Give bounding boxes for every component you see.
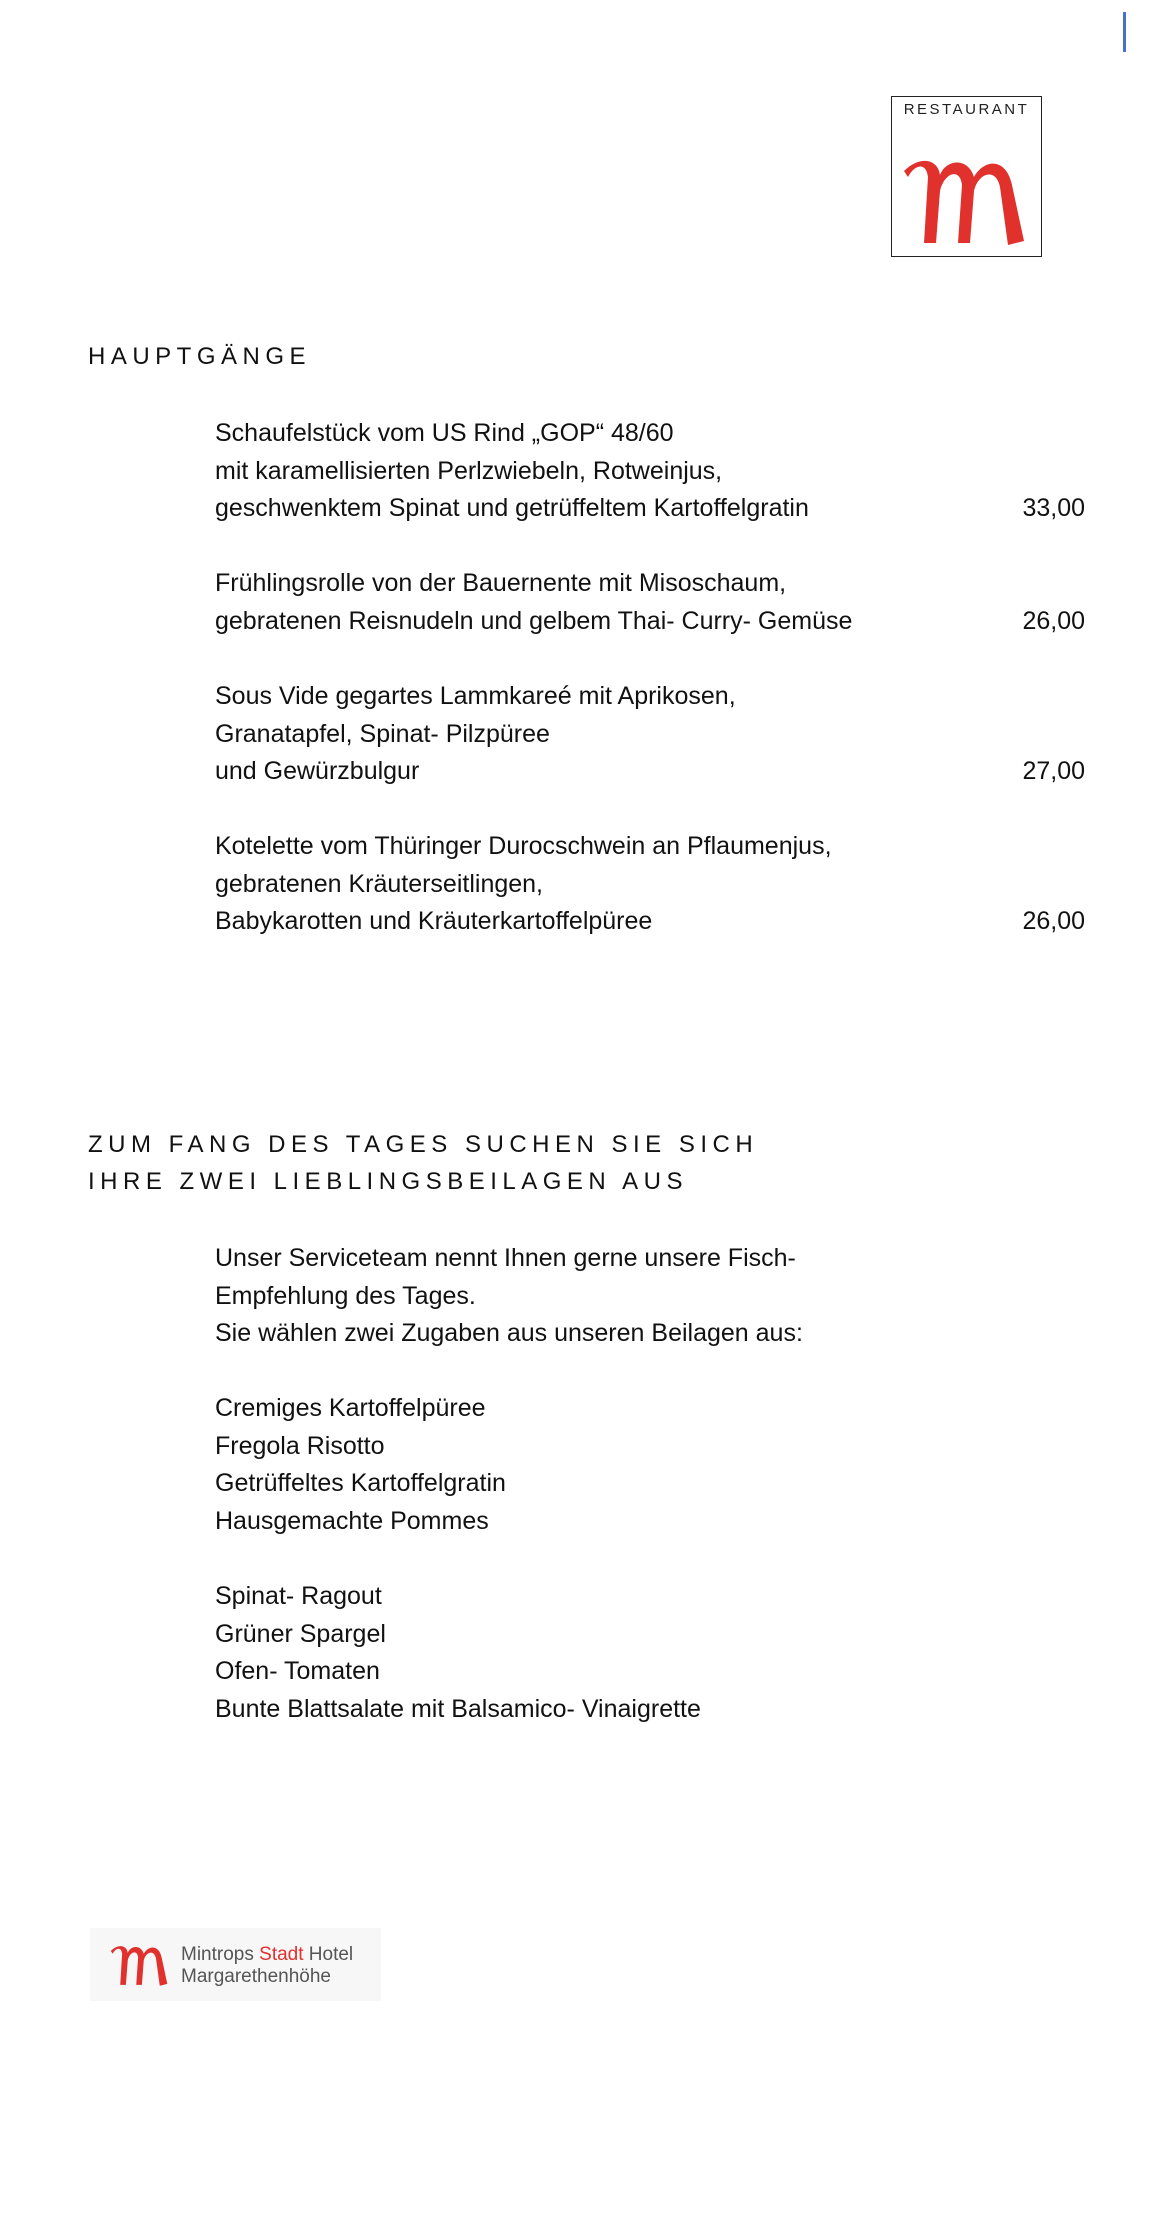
sides-list-1 [215,1390,506,1540]
dish-price: 27,00 [1022,757,1085,785]
intro-line: Unser Serviceteam nennt Ihnen gerne unsere Fisch- [215,1244,796,1272]
side-item: Getrüffeltes Kartoffelgratin [215,1469,506,1497]
main-courses-heading: HAUPTGÄNGE [88,343,312,370]
dish-line: Granatapfel, Spinat- Pilzpüree [215,719,550,748]
sides-list-2 [215,1578,701,1728]
dish-item [215,415,1085,528]
side-item: Ofen- Tomaten [215,1657,380,1685]
catch-of-day-heading: ZUM FANG DES TAGES SUCHEN SIE SICH IHRE ZWEI LIEBLINGSBEILAGEN AUS [88,1131,759,1195]
dish-line: gebratenen Kräuterseitlingen, [215,869,544,898]
dish-line: Frühlingsrolle von der Bauernente mit Misoschaum, [215,569,787,597]
m-logo-icon [898,155,1034,251]
intro-line: Empfehlung des Tages. [215,1281,476,1310]
dish-line: mit karamellisierten Perlzwiebeln, Rotweinjus, [215,456,723,485]
side-item: Grüner Spargel [215,1619,386,1648]
dish-line: Babykarotten und Kräuterkartoffelpüree [215,907,653,935]
dish-price: 33,00 [1022,494,1085,522]
dish-line: geschwenktem Spinat und getrüffeltem Kartoffelgratin [215,494,809,522]
corner-marker [1123,12,1126,52]
restaurant-logo [891,96,1042,257]
side-item: Bunte Blattsalate mit Balsamico- Vinaigrette [215,1694,701,1723]
hotel-logo [90,1928,381,2001]
side-item: Spinat- Ragout [215,1582,382,1610]
side-item: Cremiges Kartoffelpüree [215,1394,486,1422]
dish-price: 26,00 [1022,606,1085,635]
catch-intro [215,1240,803,1353]
intro-line: Sie wählen zwei Zugaben aus unseren Beilagen aus: [215,1319,803,1347]
dish-line: und Gewürzbulgur [215,757,420,785]
logo-word: RESTAURANT [903,101,1030,118]
m-logo-small-icon [108,1942,172,1990]
dish-line: gebratenen Reisnudeln und gelbem Thai- Curry- Gemüse [215,606,853,635]
dish-line: Schaufelstück vom US Rind „GOP“ 48/60 [215,419,674,447]
dish-price: 26,00 [1022,907,1085,935]
hotel-name: Mintrops Stadt Hotel [181,1944,354,1965]
dish-item [215,678,1085,791]
dish-item [215,565,1085,640]
dish-line: Kotelette vom Thüringer Durocschwein an Pflaumenjus, [215,832,832,860]
side-item: Hausgemachte Pommes [215,1506,489,1535]
dish-line: Sous Vide gegartes Lammkareé mit Aprikosen, [215,682,736,710]
hotel-location: Margarethenhöhe [181,1966,331,1987]
side-item: Fregola Risotto [215,1431,385,1460]
dish-item [215,828,1085,941]
